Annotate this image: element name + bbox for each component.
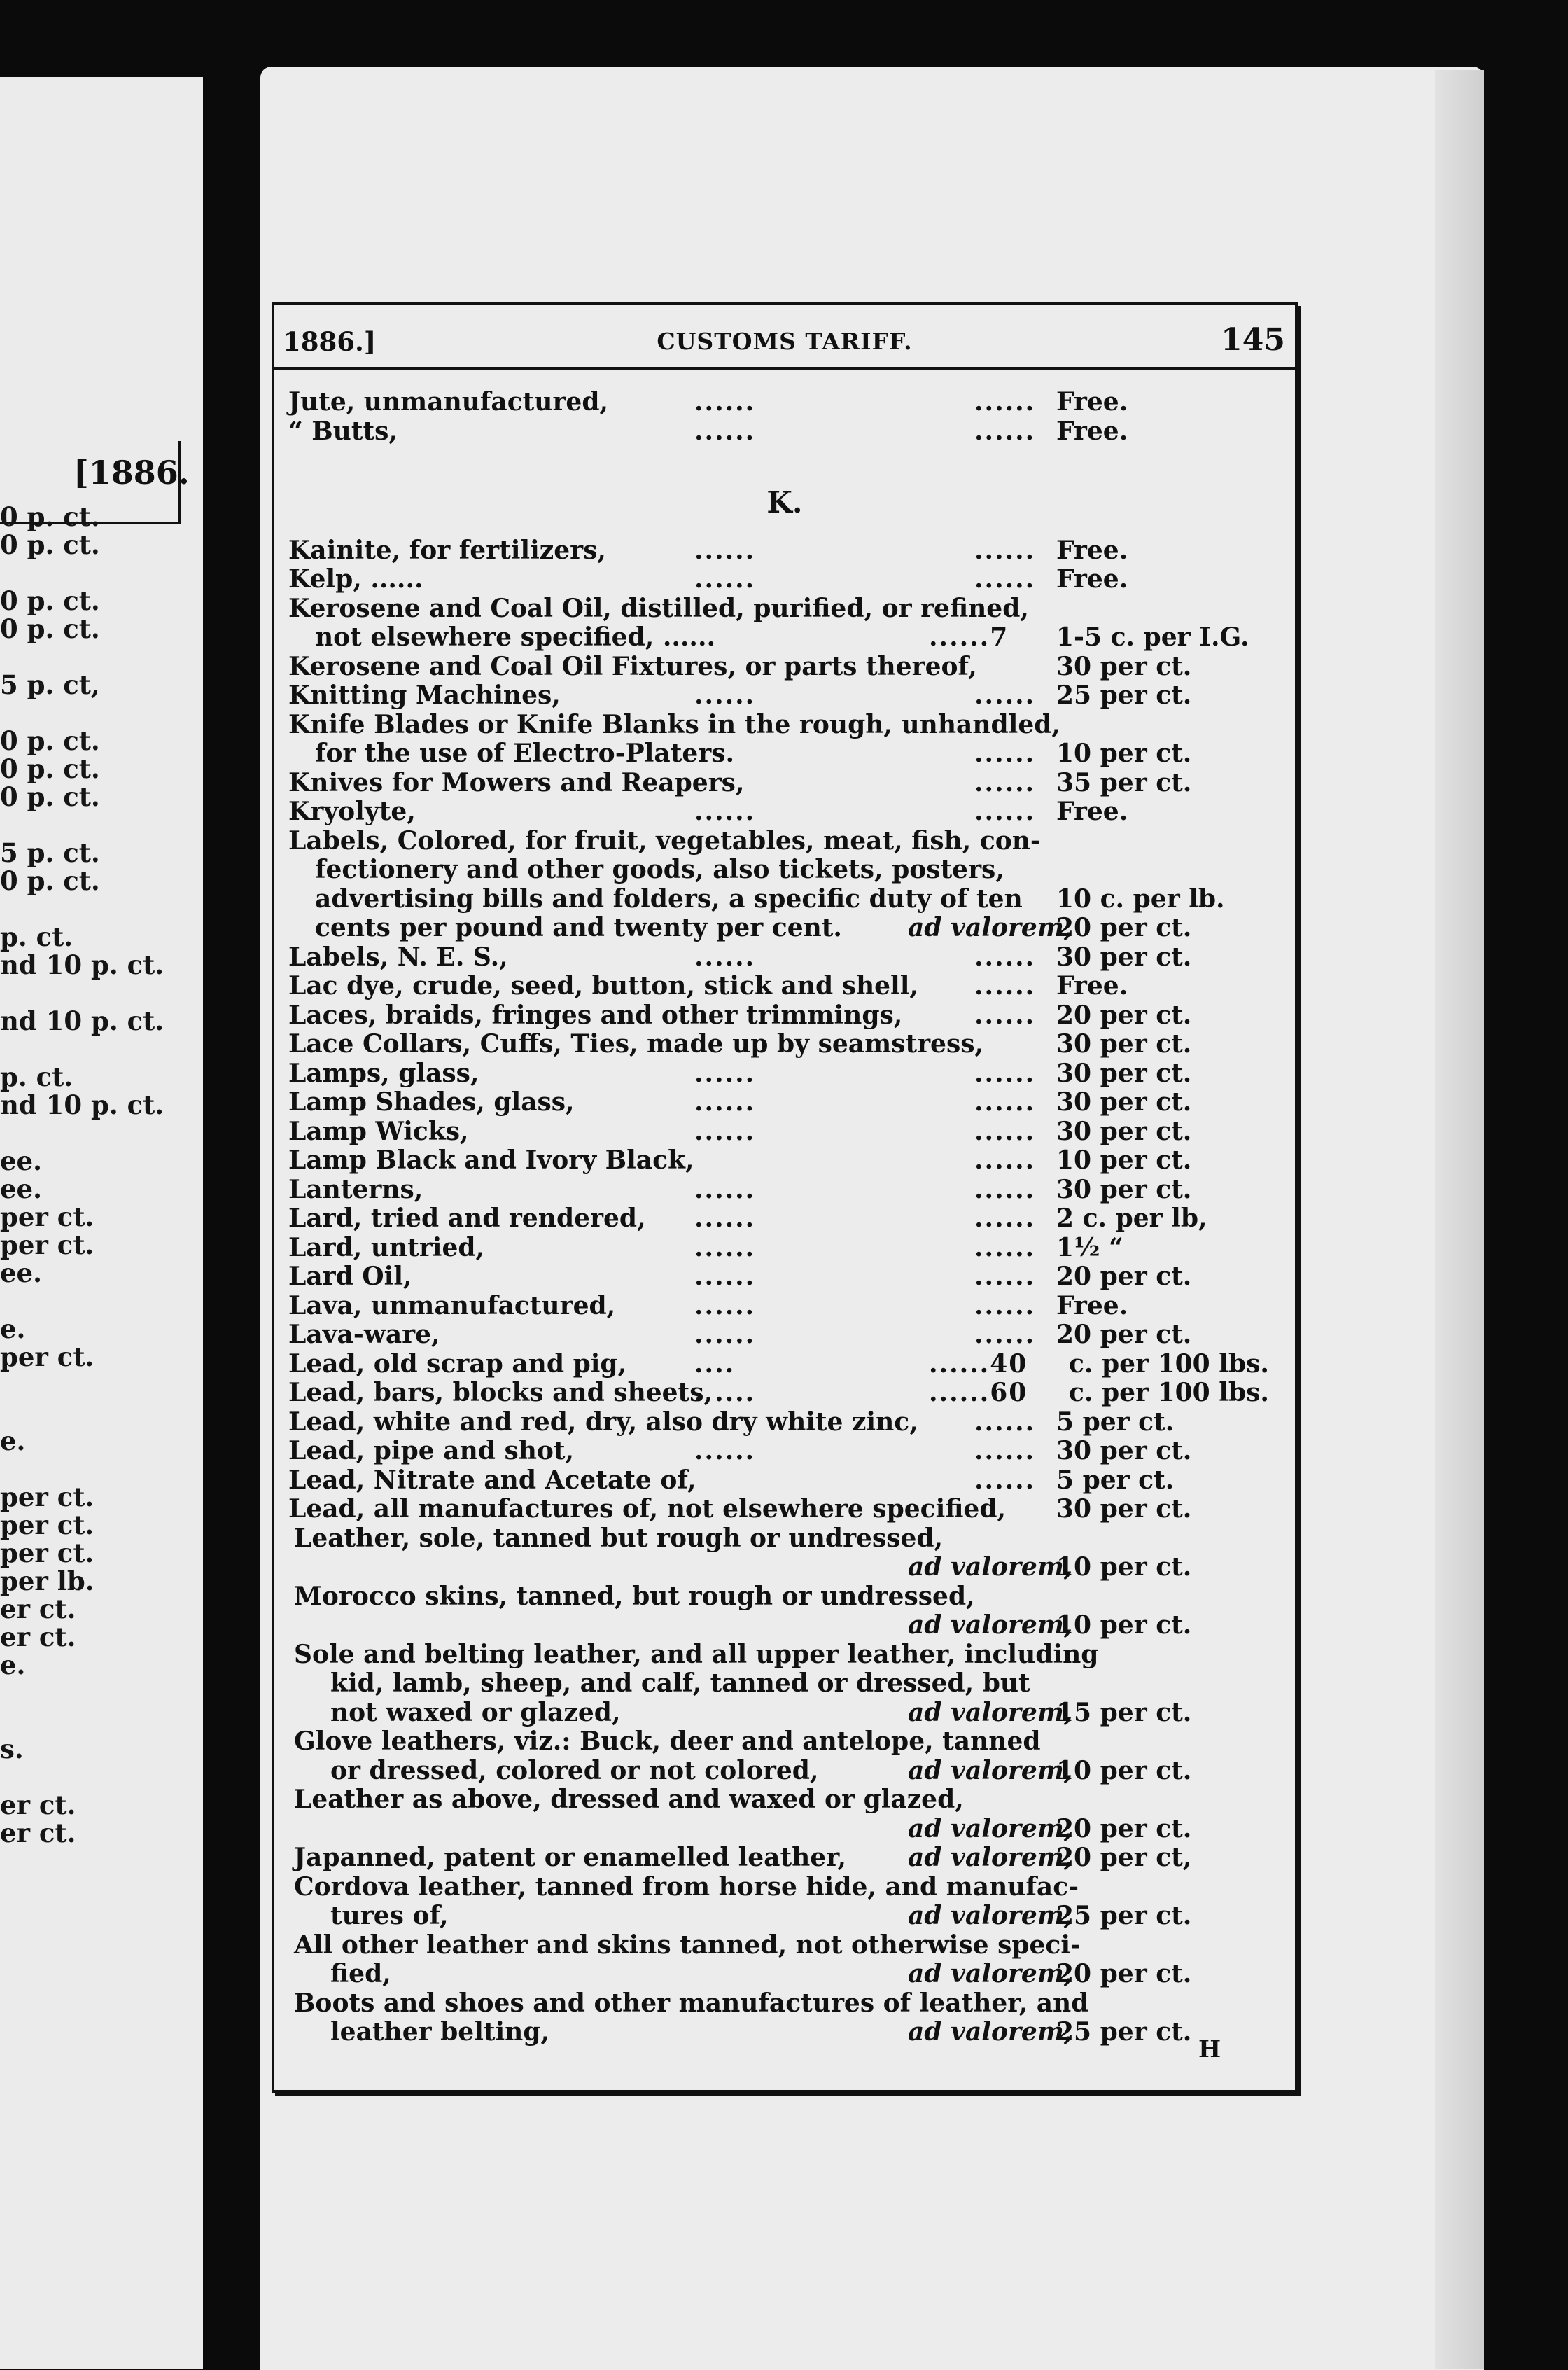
entry-description: Kelp, ...... xyxy=(288,564,424,594)
left-page-fragment: ee. xyxy=(0,1257,42,1288)
left-page-fragment: 0 p. ct. xyxy=(0,501,100,532)
entry-description: Lard, tried and rendered, xyxy=(288,1204,646,1233)
left-page-fragment: 0 p. ct. xyxy=(0,753,100,784)
left-page-fragment: 5 p. ct. xyxy=(0,837,100,868)
duty-rate: Free. xyxy=(1056,797,1128,826)
duty-rate: 5 per ct. xyxy=(1056,1465,1175,1495)
entry-description: Kryolyte, xyxy=(288,797,416,826)
entry-description: for the use of Electro-Platers. xyxy=(315,739,735,768)
left-page-fragment: per ct. xyxy=(0,1510,94,1540)
duty-rate: 30 per ct. xyxy=(1056,1494,1192,1524)
duty-rate: 30 per ct. xyxy=(1056,1117,1192,1146)
leader-dots: ...... xyxy=(974,1059,1036,1088)
duty-rate: 10 per ct. xyxy=(1056,1756,1192,1785)
left-page-fragment: nd 10 p. ct. xyxy=(0,1089,164,1120)
ad-valorem-label: ad valorem, xyxy=(908,1959,1073,1988)
duty-rate: Free. xyxy=(1056,564,1128,594)
leader-dots: ...... xyxy=(974,564,1036,594)
leader-dots: ......40 xyxy=(929,1349,1028,1379)
ad-valorem-label: ad valorem, xyxy=(908,1756,1073,1785)
entry-description: Kainite, for fertilizers, xyxy=(288,536,606,565)
entry-description: Knitting Machines, xyxy=(288,681,561,710)
entry-description: leather belting, xyxy=(330,2017,550,2047)
entry-description: Boots and shoes and other manufactures of leather, and xyxy=(294,1988,1089,2018)
entry-description: All other leather and skins tanned, not otherwise speci- xyxy=(294,1930,1081,1960)
duty-rate: Free. xyxy=(1056,387,1128,417)
ad-valorem-label: ad valorem, xyxy=(908,1610,1073,1640)
leader-dots: ...... xyxy=(974,681,1036,710)
ad-valorem-label: ad valorem, xyxy=(908,2017,1073,2047)
duty-rate: 5 per ct. xyxy=(1056,1407,1175,1437)
left-page-fragment: ee. xyxy=(0,1145,42,1176)
duty-rate: 20 per ct. xyxy=(1056,913,1192,942)
entry-description: tures of, xyxy=(330,1901,449,1930)
entry-description: Lard, untried, xyxy=(288,1233,485,1262)
leader-dots: ...... xyxy=(974,797,1036,826)
duty-rate: 30 per ct. xyxy=(1056,652,1192,681)
leader-dots: ...... xyxy=(694,564,756,594)
leader-dots: ...... xyxy=(694,1262,756,1291)
left-page-fragment: s. xyxy=(0,1734,24,1764)
duty-rate: 25 per ct. xyxy=(1056,2017,1192,2047)
leader-dots: ...... xyxy=(974,1087,1036,1117)
entry-description: or dressed, colored or not colored, xyxy=(330,1756,819,1785)
leader-dots: ...... xyxy=(974,417,1036,446)
left-page-fragment: er ct. xyxy=(0,1594,76,1624)
left-page-fragment: nd 10 p. ct. xyxy=(0,1005,164,1036)
entry-description: Laces, braids, fringes and other trimmings, xyxy=(288,1001,903,1030)
leader-dots: .... xyxy=(694,1349,736,1379)
leader-dots: ...... xyxy=(694,1291,756,1320)
duty-rate: 20 per ct, xyxy=(1056,1843,1192,1872)
leader-dots: ...... xyxy=(974,387,1036,417)
left-page-fragment: per ct. xyxy=(0,1229,94,1260)
duty-rate: 20 per ct. xyxy=(1056,1001,1192,1030)
leader-dots: ...... xyxy=(974,1320,1036,1349)
leader-dots: ...... xyxy=(694,1320,756,1349)
duty-rate: 1-5 c. per I.G. xyxy=(1056,622,1250,652)
leader-dots: . .... xyxy=(694,1378,756,1407)
leader-dots: ...... xyxy=(974,1145,1036,1175)
duty-rate: 10 per ct. xyxy=(1056,1610,1192,1640)
leader-dots: ...... xyxy=(974,971,1036,1001)
entry-description: Labels, N. E. S., xyxy=(288,942,508,972)
duty-rate: 25 per ct. xyxy=(1056,681,1192,710)
left-page-fragment: er ct. xyxy=(0,1790,76,1820)
entry-description: Sole and belting leather, and all upper leather, including xyxy=(294,1640,1099,1669)
leader-dots: ...... xyxy=(694,1059,756,1088)
entry-description: Leather as above, dressed and waxed or glazed, xyxy=(294,1785,964,1814)
entry-description: cents per pound and twenty per cent. xyxy=(315,913,842,942)
duty-rate: 10 per ct. xyxy=(1056,1552,1192,1582)
left-page-fragment: per ct. xyxy=(0,1201,94,1232)
duty-rate: 2 c. per lb, xyxy=(1056,1204,1208,1233)
entry-description: Labels, Colored, for fruit, vegetables, meat, fish, con- xyxy=(288,826,1041,856)
left-page-fragment: er ct. xyxy=(0,1818,76,1848)
leader-dots: ...... xyxy=(694,681,756,710)
left-page-fragment: nd 10 p. ct. xyxy=(0,949,164,980)
entry-description: not waxed or glazed, xyxy=(330,1698,621,1727)
leader-dots: ...... xyxy=(974,1262,1036,1291)
entry-description: Lead, old scrap and pig, xyxy=(288,1349,627,1379)
leader-dots: ...... xyxy=(974,1204,1036,1233)
entry-description: Lead, white and red, dry, also dry white zinc, xyxy=(288,1407,918,1437)
left-page-fragment: p. ct. xyxy=(0,1061,74,1092)
left-page-fragment: ee. xyxy=(0,1173,42,1204)
section-letter: K. xyxy=(766,485,803,520)
entry-description: Jute, unmanufactured, xyxy=(288,387,609,417)
duty-rate: 10 per ct. xyxy=(1056,1145,1192,1175)
leader-dots: ...... xyxy=(694,1204,756,1233)
facing-left-page xyxy=(0,77,203,2369)
leader-dots: ...... xyxy=(694,797,756,826)
leader-dots: ...... xyxy=(694,942,756,972)
left-page-fragment: per ct. xyxy=(0,1538,94,1568)
entry-description: Knife Blades or Knife Blanks in the rough, unhandled, xyxy=(288,710,1060,739)
left-page-fragment: per lb. xyxy=(0,1566,94,1596)
duty-rate: 30 per ct. xyxy=(1056,1059,1192,1088)
duty-rate: 30 per ct. xyxy=(1056,1436,1192,1465)
leader-dots: ...... xyxy=(974,768,1036,797)
entry-description: Lamp Black and Ivory Black, xyxy=(288,1145,694,1175)
duty-rate: Free. xyxy=(1056,971,1128,1001)
duty-rate: c. per 100 lbs. xyxy=(1069,1349,1269,1379)
left-header-year: [1886. xyxy=(74,454,190,492)
entry-description: Lead, pipe and shot, xyxy=(288,1436,575,1465)
left-page-fragment: e. xyxy=(0,1650,26,1680)
entry-description: kid, lamb, sheep, and calf, tanned or dressed, but xyxy=(330,1668,1030,1698)
entry-description: Lava, unmanufactured, xyxy=(288,1291,616,1320)
leader-dots: ...... xyxy=(694,1233,756,1262)
left-page-fragment: e. xyxy=(0,1426,26,1456)
leader-dots: ...... xyxy=(974,1436,1036,1465)
header-year: 1886.] xyxy=(283,326,377,357)
duty-rate: Free. xyxy=(1056,417,1128,446)
entry-description: Glove leathers, viz.: Buck, deer and antelope, tanned xyxy=(294,1727,1041,1756)
leader-dots: ...... xyxy=(974,536,1036,565)
leader-dots: ...... xyxy=(694,417,756,446)
left-page-fragment: 0 p. ct. xyxy=(0,781,100,812)
duty-rate: c. per 100 lbs. xyxy=(1069,1378,1269,1407)
leader-dots: ...... xyxy=(694,1117,756,1146)
tariff-entries xyxy=(274,305,1295,2090)
entry-description: Lead, bars, blocks and sheets, xyxy=(288,1378,713,1407)
ad-valorem-label: ad valorem, xyxy=(908,1814,1073,1843)
entry-description: Lamps, glass, xyxy=(288,1059,479,1088)
duty-rate: 20 per ct. xyxy=(1056,1959,1192,1988)
entry-description: Leather, sole, tanned but rough or undressed, xyxy=(294,1524,944,1553)
left-page-fragment: 0 p. ct. xyxy=(0,613,100,644)
leader-dots: ...... xyxy=(694,1436,756,1465)
duty-rate: 20 per ct. xyxy=(1056,1814,1192,1843)
leader-dots: ...... xyxy=(694,536,756,565)
page-number: 145 xyxy=(1221,322,1285,358)
left-page-fragment: e. xyxy=(0,1313,26,1344)
duty-rate: 10 per ct. xyxy=(1056,739,1192,768)
left-page-fragment: 0 p. ct. xyxy=(0,725,100,756)
entry-description: Lanterns, xyxy=(288,1175,424,1204)
entry-description: not elsewhere specified, ...... xyxy=(315,622,716,652)
ad-valorem-label: ad valorem, xyxy=(908,913,1073,942)
entry-description: fectionery and other goods, also tickets, posters, xyxy=(315,855,1004,884)
entry-description: Lead, Nitrate and Acetate of, xyxy=(288,1465,696,1495)
duty-rate: Free. xyxy=(1056,536,1128,565)
tariff-page-frame xyxy=(272,302,1298,2093)
entry-description: Kerosene and Coal Oil Fixtures, or parts thereof, xyxy=(288,652,977,681)
left-page-fragment: 0 p. ct. xyxy=(0,529,100,560)
leader-dots: ...... xyxy=(974,1407,1036,1437)
entry-description: Lamp Wicks, xyxy=(288,1117,469,1146)
duty-rate: 30 per ct. xyxy=(1056,1087,1192,1117)
duty-rate: 30 per ct. xyxy=(1056,1029,1192,1059)
entry-description: Knives for Mowers and Reapers, xyxy=(288,768,745,797)
entry-description: Lead, all manufactures of, not elsewhere specified, xyxy=(288,1494,1007,1524)
leader-dots: ...... xyxy=(974,1175,1036,1204)
duty-rate: 1½ “ xyxy=(1056,1233,1124,1262)
duty-rate: 25 per ct. xyxy=(1056,1901,1192,1930)
ad-valorem-label: ad valorem, xyxy=(908,1901,1073,1930)
entry-description: Lace Collars, Cuffs, Ties, made up by seamstress, xyxy=(288,1029,984,1059)
leader-dots: ...... xyxy=(694,387,756,417)
duty-rate: 30 per ct. xyxy=(1056,942,1192,972)
ad-valorem-label: ad valorem, xyxy=(908,1552,1073,1582)
leader-dots: ...... xyxy=(694,1087,756,1117)
left-page-fragment: p. ct. xyxy=(0,921,74,952)
duty-rate: Free. xyxy=(1056,1291,1128,1320)
duty-rate: 20 per ct. xyxy=(1056,1262,1192,1291)
entry-description: Kerosene and Coal Oil, distilled, purified, or refined, xyxy=(288,594,1029,623)
entry-description: fied, xyxy=(330,1959,391,1988)
leader-dots: ...... xyxy=(974,1233,1036,1262)
left-page-fragment: 0 p. ct. xyxy=(0,865,100,896)
leader-dots: ...... xyxy=(974,1117,1036,1146)
duty-rate: 10 c. per lb. xyxy=(1056,884,1225,914)
header-title: CUSTOMS TARIFF. xyxy=(657,328,913,355)
left-page-fragment: er ct. xyxy=(0,1622,76,1652)
signature-mark: H xyxy=(1198,2035,1222,2063)
duty-rate: 20 per ct. xyxy=(1056,1320,1192,1349)
entry-description: “ Butts, xyxy=(288,417,398,446)
left-page-fragment: per ct. xyxy=(0,1341,94,1372)
duty-rate: 35 per ct. xyxy=(1056,768,1192,797)
leader-dots: ......60 xyxy=(929,1378,1028,1407)
duty-rate: 30 per ct. xyxy=(1056,1175,1192,1204)
entry-description: Lac dye, crude, seed, button, stick and shell, xyxy=(288,971,918,1001)
entry-description: Lard Oil, xyxy=(288,1262,412,1291)
entry-description: Cordova leather, tanned from horse hide, and manufac- xyxy=(294,1872,1079,1902)
leader-dots: ...... xyxy=(974,1291,1036,1320)
page-edge xyxy=(1435,70,1484,2369)
entry-description: Morocco skins, tanned, but rough or undressed, xyxy=(294,1582,975,1611)
ad-valorem-label: ad valorem, xyxy=(908,1698,1073,1727)
entry-description: Lamp Shades, glass, xyxy=(288,1087,575,1117)
leader-dots: ......7 xyxy=(929,622,1009,652)
left-page-fragment: 0 p. ct. xyxy=(0,585,100,616)
leader-dots: ...... xyxy=(694,1175,756,1204)
left-page-fragment: 5 p. ct, xyxy=(0,669,100,700)
left-page-fragment: per ct. xyxy=(0,1482,94,1512)
entry-description: Lava-ware, xyxy=(288,1320,440,1349)
leader-dots: ...... xyxy=(974,739,1036,768)
leader-dots: ...... xyxy=(974,942,1036,972)
entry-description: advertising bills and folders, a specific duty of ten xyxy=(315,884,1023,914)
leader-dots: ...... xyxy=(974,1001,1036,1030)
entry-description: Japanned, patent or enamelled leather, xyxy=(294,1843,847,1872)
duty-rate: 15 per ct. xyxy=(1056,1698,1192,1727)
ad-valorem-label: ad valorem, xyxy=(908,1843,1073,1872)
leader-dots: ...... xyxy=(974,1465,1036,1495)
